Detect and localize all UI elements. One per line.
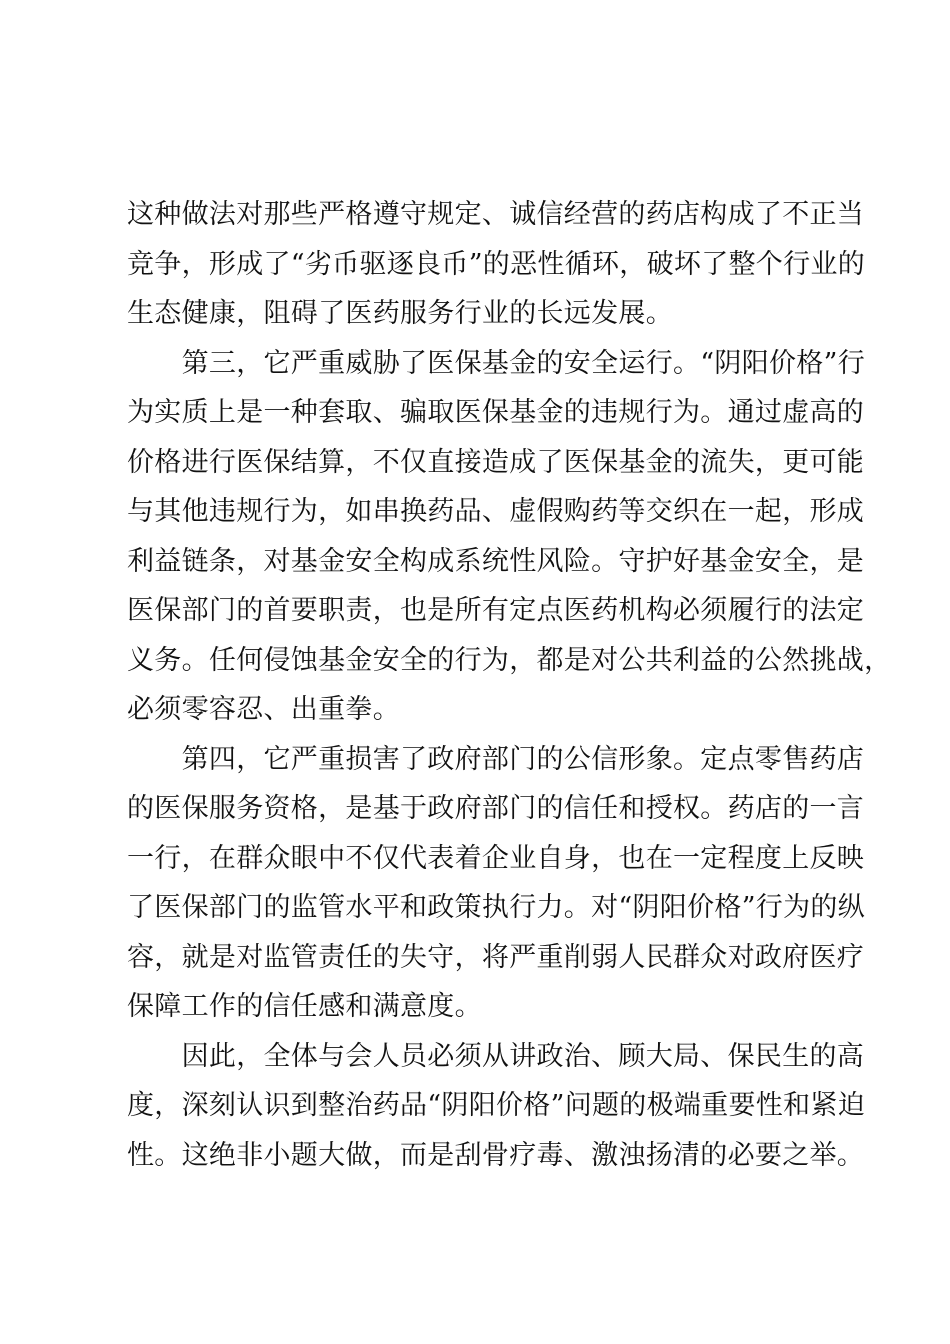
text-line: 利益链条，对基金安全构成系统性风险。守护好基金安全，是 (127, 545, 865, 577)
text-line: 与其他违规行为，如串换药品、虚假购药等交织在一起，形成 (127, 496, 865, 527)
text-line: 因此，全体与会人员必须从讲政治、顾大局、保民生的高 (127, 1040, 865, 1072)
document-body (127, 190, 892, 1180)
text-line: 义务。任何侵蚀基金安全的行为，都是对公共利益的公然挑战， (127, 644, 892, 676)
text-line: 第三，它严重威胁了医保基金的安全运行。“阴阳价格”行 (127, 347, 866, 379)
text-line: 医保部门的首要职责，也是所有定点医药机构必须履行的法定 (127, 595, 865, 626)
text-line: 生态健康，阻碍了医药服务行业的长远发展。 (127, 298, 673, 329)
text-line: 价格进行医保结算，不仅直接造成了医保基金的流失，更可能 (127, 446, 865, 478)
text-line: 一行，在群众眼中不仅代表着企业自身，也在一定程度上反映 (127, 842, 865, 874)
text-line: 性。这绝非小题大做，而是刮骨疗毒、激浊扬清的必要之举。 (127, 1139, 865, 1171)
text-line: 保障工作的信任感和满意度。 (127, 991, 482, 1022)
text-line: 度，深刻认识到整治药品“阴阳价格”问题的极端重要性和紧迫 (127, 1090, 866, 1121)
text-line: 这种做法对那些严格遵守规定、诚信经营的药店构成了不正当 (127, 199, 865, 230)
text-line: 必须零容忍、出重拳。 (127, 694, 400, 725)
text-line: 竞争，形成了“劣币驱逐良币”的恶性循环，破坏了整个行业的 (127, 248, 866, 280)
text-line: 第四，它严重损害了政府部门的公信形象。定点零售药店 (127, 743, 865, 775)
text-line: 为实质上是一种套取、骗取医保基金的违规行为。通过虚高的 (127, 397, 865, 428)
text-line: 容，就是对监管责任的失守，将严重削弱人民群众对政府医疗 (127, 941, 865, 973)
text-line: 了医保部门的监管水平和政策执行力。对“阴阳价格”行为的纵 (127, 892, 866, 923)
text-line: 的医保服务资格，是基于政府部门的信任和授权。药店的一言 (127, 793, 865, 824)
